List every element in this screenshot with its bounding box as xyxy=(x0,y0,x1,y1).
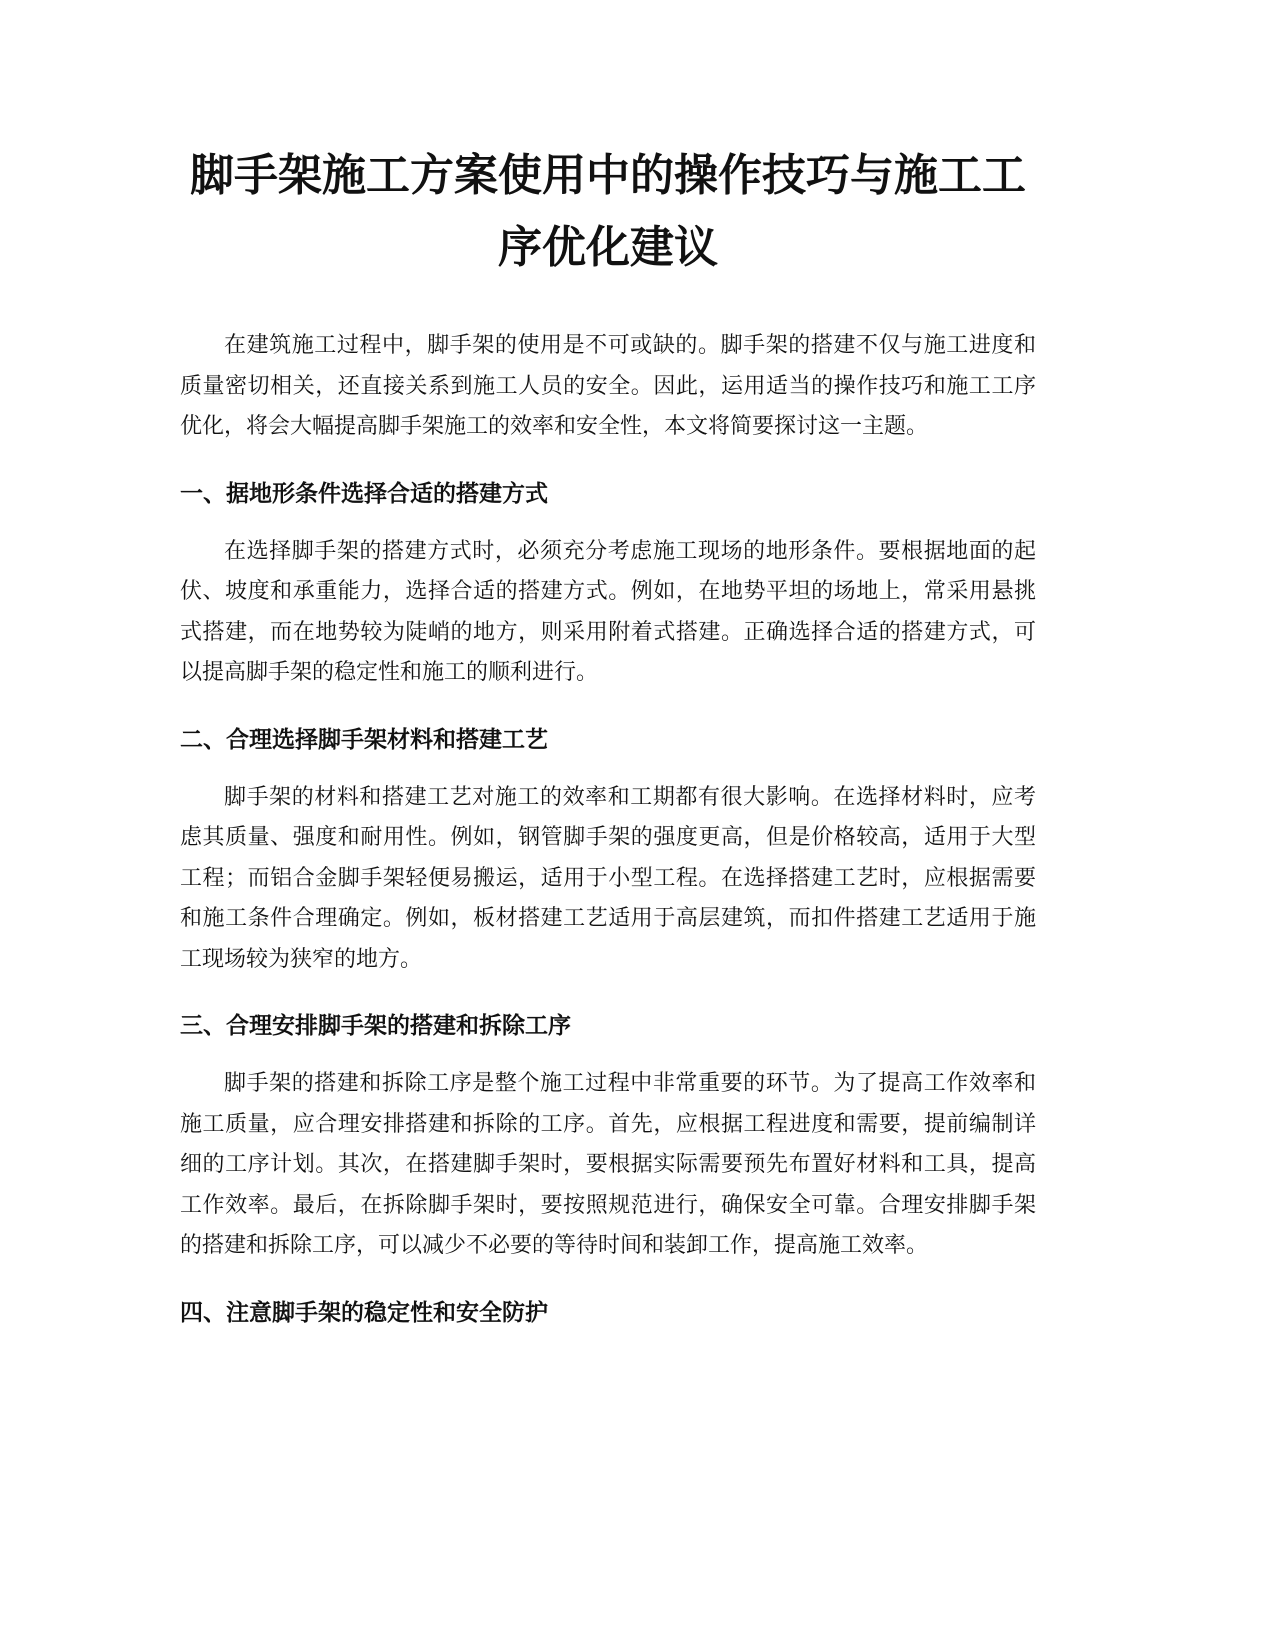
section-1-heading: 一、据地形条件选择合适的搭建方式 xyxy=(180,480,548,507)
section-2-heading: 二、合理选择脚手架材料和搭建工艺 xyxy=(180,726,548,753)
intro-paragraph: 在建筑施工过程中，脚手架的使用是不可或缺的。脚手架的搭建不仅与施工进度和质量密切相关，还直接关系到施工人员的安全。因此，运用适当的操作技巧和施工工序优化，将会大幅提高脚手架施工的效率和安全性，本文将简要探讨这一主题。 xyxy=(180,333,1036,439)
document-title xyxy=(180,140,1036,284)
section-3-heading: 三、合理安排脚手架的搭建和拆除工序 xyxy=(180,1013,571,1039)
section-2-body: 脚手架的材料和搭建工艺对施工的效率和工期都有很大影响。在选择材料时，应考虑其质量、强度和耐用性。例如，钢管脚手架的强度更高，但是价格较高，适用于大型工程；而铝合金脚手架轻便易搬运，适用于小型工程。在选择搭建工艺时，应根据需要和施工条件合理确定。例如，板材搭建工艺适用于高层建筑，而扣件搭建工艺适用于施工现场较为狭窄的地方。 xyxy=(180,784,1036,972)
document-page xyxy=(180,140,1036,1351)
section-1-body: 在选择脚手架的搭建方式时，必须充分考虑施工现场的地形条件。要根据地面的起伏、坡度和承重能力，选择合适的搭建方式。例如，在地势平坦的场地上，常采用悬挑式搭建，而在地势较为陡峭的地方，则采用附着式搭建。正确选择合适的搭建方式，可以提高脚手架的稳定性和施工的顺利进行。 xyxy=(180,538,1036,685)
section-4-heading: 四、注意脚手架的稳定性和安全防护 xyxy=(180,1299,548,1326)
title-line-2: 序优化建议 xyxy=(498,222,718,273)
section-3-body: 脚手架的搭建和拆除工序是整个施工过程中非常重要的环节。为了提高工作效率和施工质量，应合理安排搭建和拆除的工序。首先，应根据工程进度和需要，提前编制详细的工序计划。其次，在搭建脚手架时，要根据实际需要预先布置好材料和工具，提高工作效率。最后，在拆除脚手架时，要按照规范进行，确保安全可靠。合理安排脚手架的搭建和拆除工序，可以减少不必要的等待时间和装卸工作，提高施工效率。 xyxy=(180,1071,1036,1258)
title-line-1: 脚手架施工方案使用中的操作技巧与施工工 xyxy=(190,150,1026,201)
